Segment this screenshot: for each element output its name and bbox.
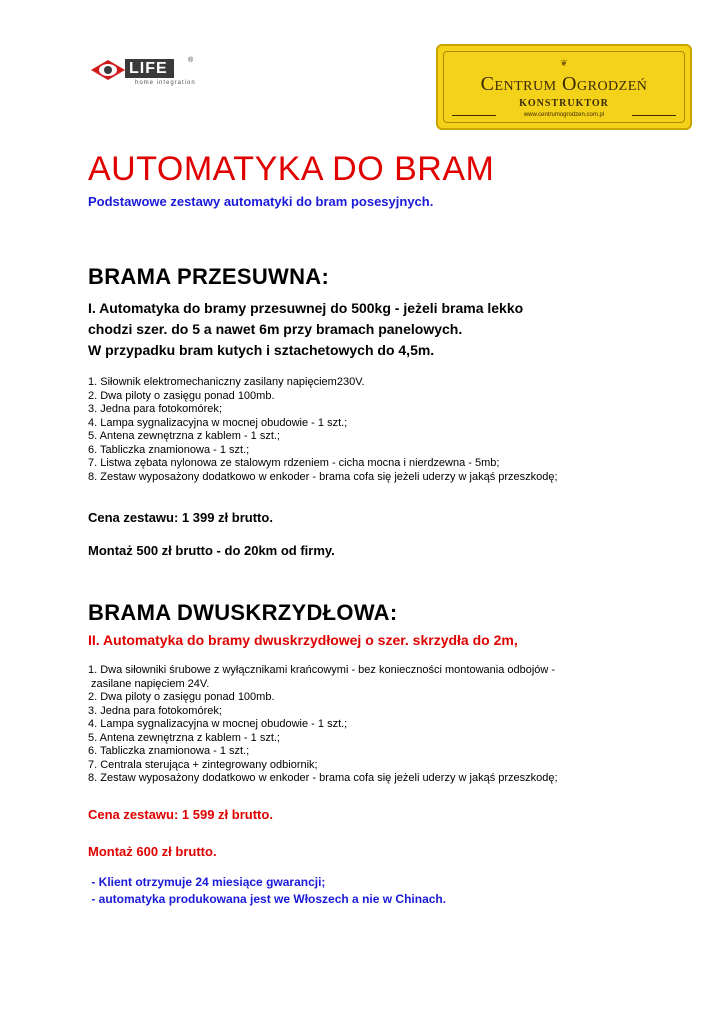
list-item: 4. Lampa sygnalizacyjna w mocnej obudowie - 1 szt.; [88,718,348,730]
life-logo-reg: ® [188,57,194,64]
list-item: 2. Dwa piloty o zasięgu ponad 100mb. [88,691,275,703]
list-item: 7. Listwa zębata nylonowa ze stalowym rdzeniem - cicha mocna i nierdzewna - 5mb; [88,457,500,469]
list-item: 5. Antena zewnętrzna z kablem - 1 szt.; [88,731,280,744]
list-item: 3. Jedna para fotokomórek; [88,403,222,415]
section2-item-list [88,664,558,786]
section1-price: Cena zestawu: 1 399 zł brutto. [88,510,273,525]
list-item: zasilane napięciem 24V. [88,677,210,690]
list-item: 2. Dwa piloty o zasięgu ponad 100mb. [88,389,275,402]
list-item: 1. Dwa siłowniki śrubowe z wyłącznikami krańcowymi - bez konieczności montowania odbojów - [88,664,556,676]
section-title-swing-gate: BRAMA DWUSKRZYDŁOWA: [88,600,398,625]
note-warranty: - Klient otrzymuje 24 miesiące gwarancji; [88,875,326,889]
list-item: 3. Jedna para fotokomórek; [88,704,222,717]
life-eye-icon [91,60,125,80]
list-item: 5. Antena zewnętrzna z kablem - 1 szt.; [88,430,280,442]
notes-list [88,874,446,908]
logo-line-right [632,115,676,116]
logo-url: www.centrumogrodzen.com.pl [523,112,605,118]
list-item: 6. Tabliczka znamionowa - 1 szt.; [88,745,250,757]
list-item: 7. Centrala sterująca + zintegrowany odbiornik; [88,758,318,771]
list-item: 8. Zestaw wyposażony dodatkowo w enkoder - brama cofa się jeżeli uderzy w jakąś przeszkodę; [88,772,558,784]
section1-installation: Montaż 500 zł brutto - do 20km od firmy. [88,543,335,558]
centrum-ogrodzen-logo [436,44,692,130]
section1-description [88,298,523,361]
logo-ornament-icon: ❦ [560,58,568,68]
section2-price: Cena zestawu: 1 599 zł brutto. [88,807,273,822]
life-logo [85,52,215,94]
section2-description: II. Automatyka do bramy dwuskrzydłowej o szer. skrzydła do 2m, [88,632,518,648]
section1-item-list [88,376,558,484]
list-item: 8. Zestaw wyposażony dodatkowo w enkoder - brama cofa się jeżeli uderzy w jakąś przeszkodę; [88,470,558,483]
list-item: 1. Siłownik elektromechaniczny zasilany napięciem230V. [88,376,365,388]
section1-desc-line: W przypadku bram kutych i sztachetowych do 4,5m. [88,342,435,358]
logo-subtitle: KONSTRUKTOR [519,98,609,109]
section1-desc-line: chodzi szer. do 5 a nawet 6m przy bramach panelowych. [88,321,463,337]
section-title-sliding-gate: BRAMA PRZESUWNA: [88,264,330,289]
section2-installation: Montaż 600 zł brutto. [88,844,217,859]
section1-desc-line: I. Automatyka do bramy przesuwnej do 500kg - jeżeli brama lekko [88,300,524,316]
logo-title: Centrum Ogrodzeń [480,73,648,95]
list-item: 6. Tabliczka znamionowa - 1 szt.; [88,443,250,456]
note-made-in-italy: - automatyka produkowana jest we Włoszech a nie w Chinach. [88,892,447,906]
page-subtitle: Podstawowe zestawy automatyki do bram posesyjnych. [88,194,434,209]
page-title: AUTOMATYKA DO BRAM [88,150,495,188]
life-logo-word: LIFE [125,59,174,78]
list-item: 4. Lampa sygnalizacyjna w mocnej obudowie - 1 szt.; [88,416,348,429]
life-logo-tagline: home integration [135,80,196,86]
